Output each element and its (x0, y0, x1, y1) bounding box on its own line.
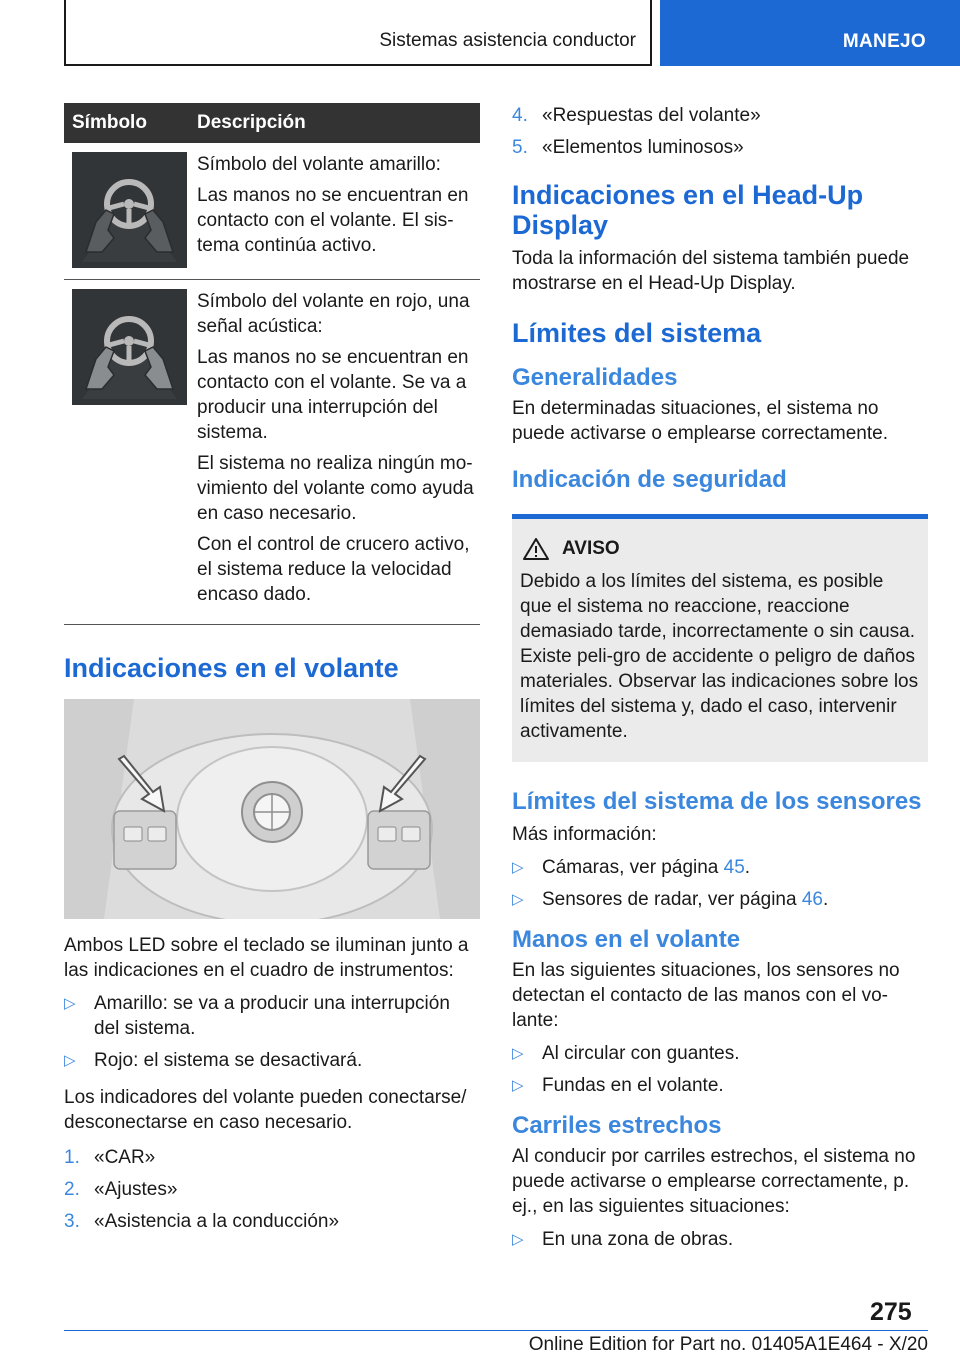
list-item: 2. «Ajustes» (64, 1179, 178, 1200)
heading-system-limits: Límites del sistema (512, 318, 762, 348)
warning-box (512, 514, 928, 762)
steps-list-a (64, 1145, 480, 1234)
table-header (64, 103, 480, 143)
symbol-description: Las manos no se encuentran en contacto con el volante. Se va a producir una interrupción del sistema. (197, 347, 469, 443)
list-item: ▷ Sensores de radar, ver página 46. (512, 889, 829, 910)
right-column (512, 103, 928, 1259)
list-item: ▷ Rojo: el sistema se desactivará. (64, 1050, 363, 1071)
symbol-description: El sistema no realiza ningún mo-vimiento del volante como ayuda en caso necesario. (197, 453, 474, 524)
wheel-led-list (64, 991, 480, 1073)
heading-safety: Indicación de seguridad (512, 466, 787, 493)
section-title: Sistemas asistencia conductor (379, 30, 636, 51)
general-text: En determinadas situaciones, el sistema no puede activarse o emplearse correctamente. (512, 398, 888, 444)
steering-wheel-photo (64, 699, 480, 919)
triangle-bullet-icon: ▷ (512, 891, 524, 908)
sensors-list (512, 855, 928, 912)
heading-hands-on-wheel: Manos en el volante (512, 926, 741, 953)
lanes-text: Al conducir por carriles estrechos, el sistema no puede activarse o emplearse correctamente, p. ej., en las siguientes situaciones: (512, 1146, 916, 1217)
col-description-header: Descripción (197, 112, 306, 133)
footer-rule (64, 1330, 928, 1331)
triangle-bullet-icon: ▷ (512, 1045, 524, 1062)
triangle-bullet-icon: ▷ (512, 859, 524, 876)
page-link-46[interactable]: 46 (801, 889, 823, 910)
chapter-tab[interactable]: MANEJO (660, 0, 960, 66)
triangle-bullet-icon: ▷ (512, 1077, 524, 1094)
symbol-description: Con el control de crucero activo, el sistema reduce la velocidad encaso dado. (197, 534, 470, 605)
list-item: 4. «Respuestas del volante» (512, 105, 761, 126)
steering-wheel-hands-red-icon (72, 289, 187, 405)
hud-text: Toda la información del sistema también puede mostrarse en el Head-Up Display. (512, 248, 910, 294)
steering-wheel-hands-yellow-icon (72, 152, 187, 268)
hands-list (512, 1041, 928, 1098)
list-item: ▷ Fundas en el volante. (512, 1075, 724, 1096)
symbol-description: Símbolo del volante amarillo: (197, 154, 441, 175)
symbol-description: Símbolo del volante en rojo, una señal acústica: (197, 291, 470, 337)
heading-narrow-lanes: Carriles estrechos (512, 1112, 722, 1139)
triangle-bullet-icon: ▷ (512, 1231, 524, 1248)
symbol-table (64, 103, 480, 625)
page-link-45[interactable]: 45 (723, 857, 745, 878)
heading-general: Generalidades (512, 364, 678, 391)
page-number: 275 (870, 1298, 912, 1326)
triangle-bullet-icon: ▷ (64, 1052, 76, 1069)
hands-text: En las siguientes situaciones, los sensores no detectan el contacto de las manos con el vo-lante: (512, 960, 900, 1031)
warning-triangle-icon (522, 537, 550, 561)
header-bottom-rule (64, 64, 650, 66)
sensors-intro: Más información: (512, 824, 657, 845)
steps-list-b (512, 103, 928, 160)
list-item: ▷ Cámaras, ver página 45. (512, 857, 751, 878)
warning-text: Debido a los límites del sistema, es posible que el sistema no reaccione, reaccione demasiado tarde, incorrectamente o sin causa. Existe peli-gro de accidente o peligro de daños materiales. Observar las indicaciones sobre los límites del sistema y, dado el caso, intervenir activamente. (520, 571, 919, 742)
edition-text: Online Edition for Part no. 01405A1E464 - X/20 (528, 1334, 928, 1355)
list-item: ▷ Amarillo: se va a producir una interrupción del sistema. (64, 993, 450, 1039)
heading-wheel-indications: Indicaciones en el volante (64, 653, 399, 683)
list-item: 1. «CAR» (64, 1147, 156, 1168)
table-row (64, 280, 480, 625)
wheel-led-intro: Ambos LED sobre el teclado se iluminan junto a las indicaciones en el cuadro de instrumentos: (64, 935, 469, 981)
left-column (64, 103, 480, 1241)
heading-sensor-limits: Límites del sistema de los sensores (512, 788, 922, 815)
col-symbol-header: Símbolo (72, 112, 147, 133)
lanes-list (512, 1227, 928, 1252)
list-item: 3. «Asistencia a la conducción» (64, 1211, 340, 1232)
table-row (64, 143, 480, 280)
list-item: 5. «Elementos luminosos» (512, 137, 744, 158)
triangle-bullet-icon: ▷ (64, 995, 76, 1012)
symbol-description: Las manos no se encuentran en contacto con el volante. El sis-tema continúa activo. (197, 185, 469, 256)
list-item: ▷ Al circular con guantes. (512, 1043, 740, 1064)
wheel-toggle-text: Los indicadores del volante pueden conectarse/ desconectarse en caso necesario. (64, 1087, 467, 1133)
heading-hud: Indicaciones en el Head-Up Display (512, 180, 864, 240)
warning-title: AVISO (520, 537, 920, 561)
list-item: ▷ En una zona de obras. (512, 1229, 734, 1250)
